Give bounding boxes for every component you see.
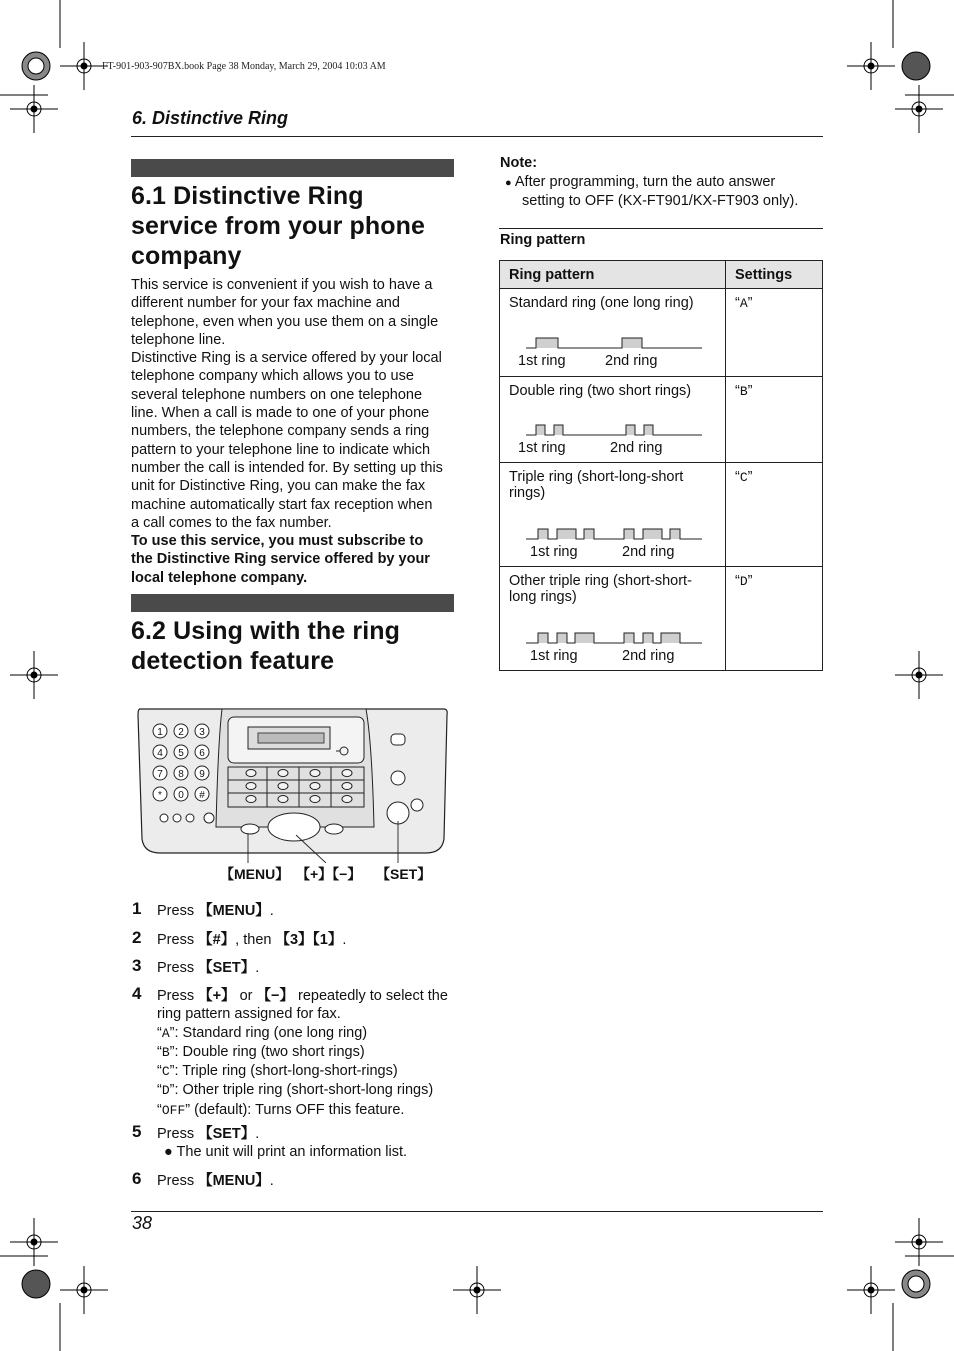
ring-pulse (643, 529, 662, 539)
section-6-1-title: 6.1 Distinctive Ring service from your phone company (131, 182, 426, 270)
option-a: “A”: Standard ring (one long ring) (157, 1024, 368, 1041)
svg-text:*: * (158, 790, 162, 801)
svg-text:8: 8 (178, 769, 184, 780)
ring-pulse (624, 633, 634, 643)
plus-minus-callout: 【+】【−】 (296, 866, 362, 882)
section-bar (131, 159, 454, 177)
svg-text:7: 7 (157, 769, 163, 780)
step-number: 5 (132, 1122, 142, 1141)
second-ring-label: 2nd ring (622, 648, 675, 664)
intro-paragraph: This service is convenient if you wish to have a different number for your fax machine and telephone, even when you use them on a single telephone line. Distinctive Ring is a service offered by your local telephone company which allows you to use several telephone numbers on one telephone line. When a call is made to one of your phone numbers, the telephone company sends a ring pattern to your telephone line to indicate which number the call is intended for. By setting up this unit for Distinctive Ring, you can make the fax machine automatically start fax reception when a call comes to the fax number. To use this service, you must subscribe to the Distinctive Ring service offered by your local telephone company. (131, 276, 461, 587)
svg-text:#: # (199, 790, 205, 801)
second-ring-label: 2nd ring (610, 440, 663, 456)
svg-text:2: 2 (178, 727, 184, 738)
option-off: “OFF” (default): Turns OFF this feature. (157, 1101, 405, 1118)
svg-text:4: 4 (157, 748, 163, 759)
ring-pulse (622, 338, 642, 348)
step-4: Press 【+】 or 【−】 repeatedly to select the ring pattern assigned for fax. “A”: Standard ring (one long ring) “B”: Double ring (two short rings) “C”: Triple ring (short-long-short-rings) “D”: Other triple ring (short-short-long rings) “OFF” (default): Turns OFF this feature. (157, 987, 448, 1120)
first-ring-label: 1st ring (518, 440, 566, 456)
ring-pattern-heading: Ring pattern (500, 232, 586, 248)
step-2: Press 【#】, then 【3】【1】. (157, 932, 347, 948)
table-row (500, 377, 823, 463)
step-number: 2 (132, 928, 142, 947)
ring-pattern-table (499, 260, 823, 671)
ring-pulse (644, 425, 653, 435)
pattern-description: Standard ring (one long ring) (509, 295, 694, 311)
ring-pulse (538, 529, 548, 539)
section-bar (131, 594, 454, 612)
svg-text:0: 0 (178, 790, 184, 801)
setting-value: “B” (726, 377, 823, 463)
ring-pulse (554, 425, 563, 435)
svg-text:1: 1 (157, 727, 163, 738)
page-number: 38 (132, 1213, 153, 1233)
second-ring-label: 2nd ring (605, 353, 658, 369)
step-number: 4 (132, 984, 142, 1003)
table-row: Triple ring (short-long-short rings) 1st ring 2nd ring “C” (500, 463, 823, 567)
subscription-note: To use this service, you must subscribe to (131, 533, 424, 550)
step-number: 6 (132, 1169, 142, 1188)
step-1: Press 【MENU】. (157, 903, 274, 919)
column-header: Ring pattern (500, 261, 726, 289)
first-ring-label: 1st ring (530, 544, 578, 560)
setting-value: “D” (726, 567, 823, 671)
ring-pattern-diagram (524, 527, 704, 541)
ring-pulse (670, 529, 680, 539)
section-6-2-title: 6.2 Using with the ring detection feature (131, 617, 400, 675)
step-5: Press 【SET】. ● The unit will print an information list. (157, 1126, 408, 1161)
menu-callout: 【MENU】 (220, 866, 290, 882)
ring-pulse (557, 529, 576, 539)
setting-value: “A” (726, 289, 823, 377)
note-label: Note: (500, 155, 538, 171)
ring-pattern-diagram (524, 336, 704, 350)
column-header: Settings (726, 261, 823, 289)
footer-rule (131, 1211, 823, 1212)
fax-machine-illustration (136, 703, 450, 863)
second-ring-label: 2nd ring (622, 544, 675, 560)
header-rule (131, 136, 823, 137)
pattern-description: Triple ring (short-long-short (509, 469, 684, 485)
svg-text:3: 3 (199, 727, 205, 738)
ring-pulse (538, 633, 548, 643)
ring-pulse (643, 633, 653, 643)
section-header: 6. Distinctive Ring (132, 108, 289, 128)
step-number: 1 (132, 899, 142, 918)
step-number: 3 (132, 956, 142, 975)
step-3: Press 【SET】. (157, 960, 260, 976)
note-bullet: ● After programming, turn the auto answer setting to OFF (KX-FT901/KX-FT903 only). (505, 174, 799, 210)
ring-pulse (536, 425, 545, 435)
note-rule (499, 228, 823, 229)
pattern-description: Double ring (two short rings) (509, 383, 692, 399)
first-ring-label: 1st ring (530, 648, 578, 664)
option-b: “B”: Double ring (two short rings) (157, 1043, 365, 1060)
ring-pattern-diagram (524, 631, 704, 645)
ring-pulse (584, 529, 594, 539)
table-row: Other triple ring (short-short- long rings) 1st ring 2nd ring “D” (500, 567, 823, 671)
option-d: “D”: Other triple ring (short-short-long rings) (157, 1082, 434, 1099)
svg-text:6: 6 (199, 748, 205, 759)
ring-pulse (626, 425, 635, 435)
bullet-icon: ● (164, 1144, 173, 1161)
ring-pulse (557, 633, 567, 643)
ring-signal-line (526, 425, 702, 435)
option-c: “C”: Triple ring (short-long-short-rings) (157, 1063, 398, 1080)
svg-text:9: 9 (199, 769, 205, 780)
ring-pulse (661, 633, 680, 643)
pattern-description: Other triple ring (short-short- (509, 573, 692, 589)
bullet-icon: ● (505, 177, 512, 189)
first-ring-label: 1st ring (518, 353, 566, 369)
ring-pattern-diagram (524, 423, 704, 437)
ring-pulse (624, 529, 634, 539)
print-header: FT-901-903-907BX.book Page 38 Monday, March 29, 2004 10:03 AM (102, 61, 386, 72)
svg-text:5: 5 (178, 748, 184, 759)
setting-value: “C” (726, 463, 823, 567)
ring-pulse (536, 338, 558, 348)
step-6: Press 【MENU】. (157, 1173, 274, 1189)
ring-pulse (575, 633, 594, 643)
table-row (500, 289, 823, 377)
set-callout: 【SET】 (376, 866, 432, 882)
